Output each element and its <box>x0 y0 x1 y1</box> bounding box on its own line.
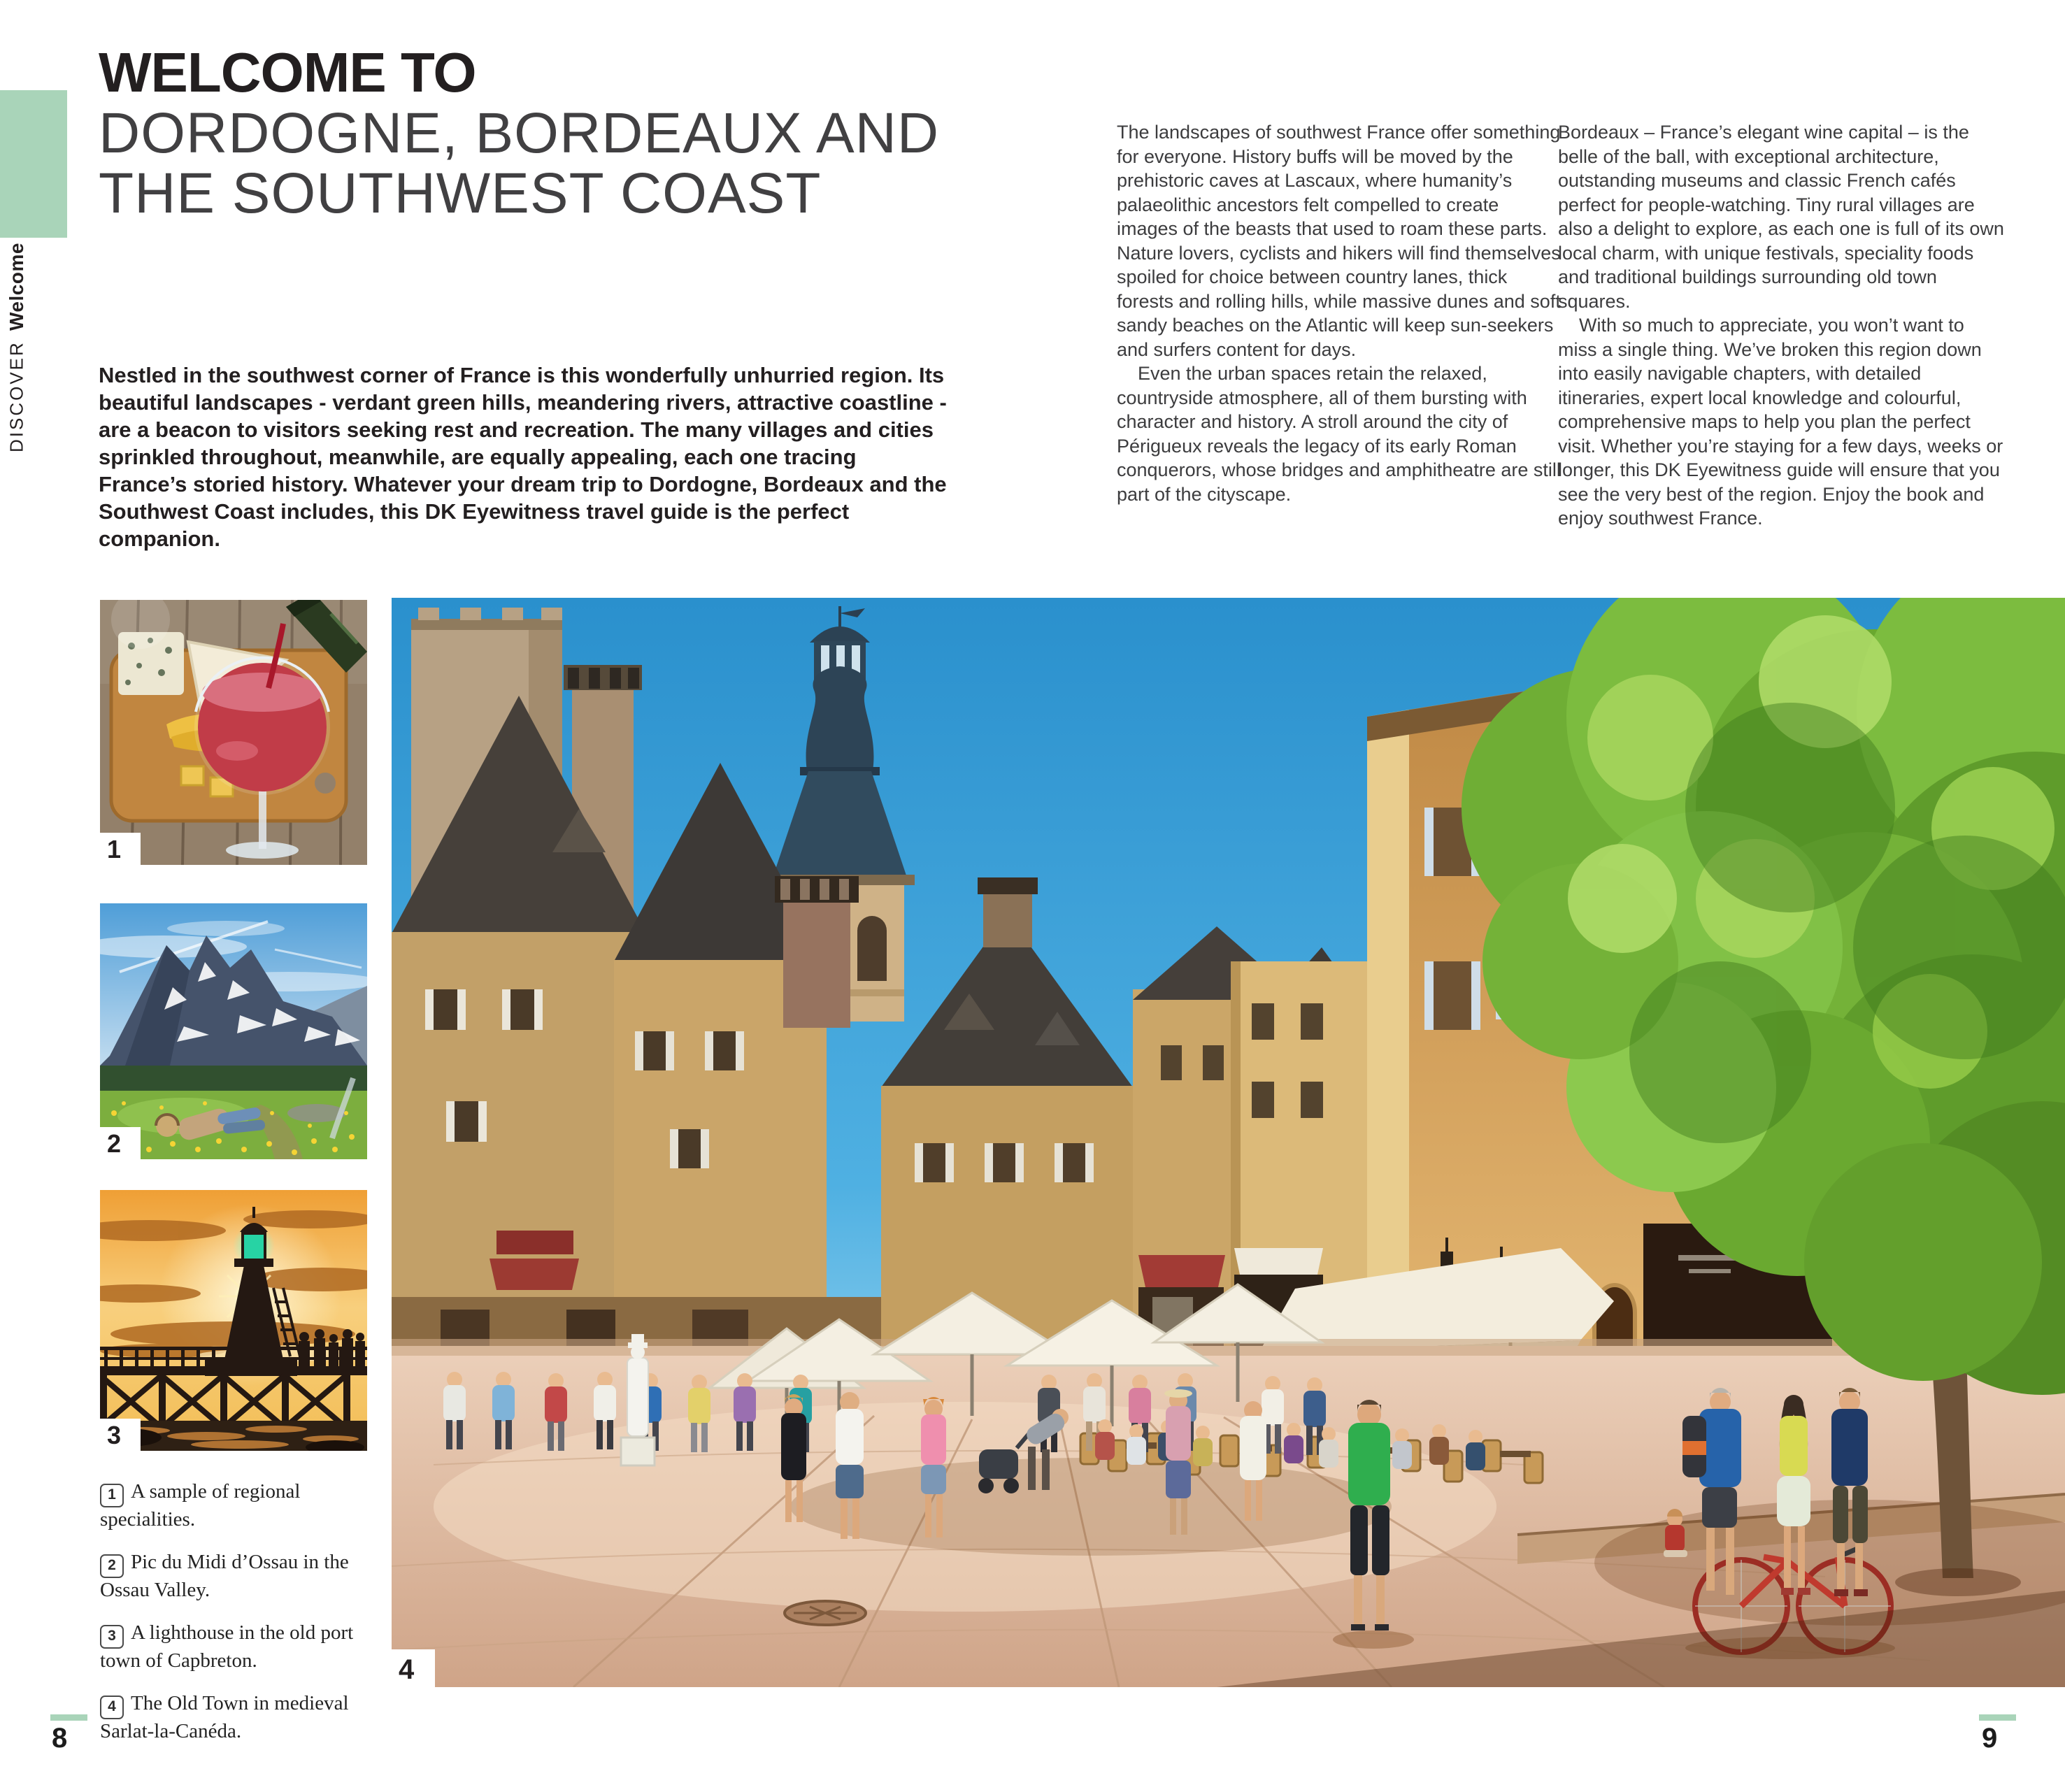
column2-paragraph1: Bordeaux – France’s elegant wine capital – is the belle of the ball, with exceptional architecture, outstanding museums and classic French cafés perfect for people-watching. Tiny rural villages are also a delight to explore, as each one is full of its own local charm, with unique festivals, speciality foods and traditional buildings surrounding old town squares. <box>1558 122 2004 312</box>
page-number-left: 8 <box>52 1723 68 1754</box>
caption-list <box>100 1479 355 1762</box>
caption-marker-1: 1 <box>100 1484 124 1507</box>
lighthouse-illustration <box>100 1190 367 1451</box>
photo-regional-specialities <box>100 600 367 865</box>
page-number-accent-left <box>50 1714 87 1721</box>
caption-text-4: The Old Town in medieval Sarlat-la-Canéda. <box>100 1692 349 1742</box>
caption-marker-2: 2 <box>100 1554 124 1578</box>
spine-chapter-label: Welcome <box>6 243 27 331</box>
column1-paragraph1: The landscapes of southwest France offer something for everyone. History buffs will be moved by the prehistoric caves at Lascaux, where humanity’s palaeolithic ancestors felt compelled to create images of the beasts that used to roam these parts. Nature lovers, cyclists and hikers will find themselves spoiled for choice between country lanes, thick forests and rolling hills, while massive dunes and soft sandy beaches on the Atlantic will keep sun-seekers and surfers content for days. <box>1117 122 1561 360</box>
page-subtitle-line1: DORDOGNE, BORDEAUX AND <box>99 101 940 165</box>
mountain-illustration <box>100 903 367 1159</box>
caption-item-2 <box>100 1550 355 1603</box>
caption-text-1: A sample of regional specialities. <box>100 1480 301 1531</box>
lantern-light <box>244 1235 264 1259</box>
photo-capbreton-lighthouse <box>100 1190 367 1451</box>
photo-number-4: 4 <box>392 1649 435 1687</box>
page-number-accent-right <box>1979 1714 2016 1721</box>
photo-number-2: 2 <box>100 1127 141 1159</box>
page-subtitle <box>99 103 939 224</box>
caption-marker-3: 3 <box>100 1625 124 1649</box>
page-title: WELCOME TO <box>99 41 476 103</box>
caption-item-4 <box>100 1691 355 1744</box>
page-subtitle-line2: THE SOUTHWEST COAST <box>99 162 822 225</box>
chapter-color-tab <box>0 90 67 238</box>
body-column-2 <box>1558 120 2006 531</box>
wine-cheese-illustration <box>100 600 367 865</box>
column1-paragraph2: Even the urban spaces retain the relaxed, countryside atmosphere, all of them bursting with character and history. A stroll around the city of Périgueux reveals the legacy of its early Roman conquerors, whose bridges and amphitheatre are still part of the cityscape. <box>1117 363 1561 505</box>
body-column-1 <box>1117 120 1564 506</box>
photo-sarlat-old-town <box>392 598 2065 1687</box>
spine-section-label: DISCOVER <box>6 341 27 452</box>
photo-number-3: 3 <box>100 1419 141 1451</box>
caption-item-1 <box>100 1479 355 1532</box>
caption-item-3 <box>100 1621 355 1673</box>
photo-number-1: 1 <box>100 833 141 865</box>
page-number-right: 9 <box>1982 1723 1998 1754</box>
caption-text-2: Pic du Midi d’Ossau in the Ossau Valley. <box>100 1551 349 1601</box>
column2-paragraph2: With so much to appreciate, you won’t want to miss a single thing. We’ve broken this region down into easily navigable chapters, with detailed itineraries, expert local knowledge and colourful, comprehensive maps to help you plan the perfect visit. Whether you’re staying for a few days, weeks or longer, this DK Eyewitness guide will ensure that you see the very best of the region. Enjoy the book and enjoy southwest France. <box>1558 315 2003 529</box>
photo-pic-du-midi-ossau <box>100 903 367 1159</box>
spine-label <box>6 243 28 452</box>
caption-marker-4: 4 <box>100 1696 124 1719</box>
town-square-illustration <box>392 598 2065 1687</box>
caption-text-3: A lighthouse in the old port town of Capbreton. <box>100 1621 354 1672</box>
intro-paragraph: Nestled in the southwest corner of France is this wonderfully unhurried region. Its beautiful landscapes - verdant green hills, meandering rivers, attractive coastline - are a beacon to visitors seeking rest and recreation. The many villages and cities sprinkled throughout, meanwhile, are equally appealing, each one tracing France’s storied history. Whatever your dream trip to Dordogne, Bordeaux and the Southwest Coast includes, this DK Eyewitness travel guide is the perfect companion. <box>99 363 947 551</box>
